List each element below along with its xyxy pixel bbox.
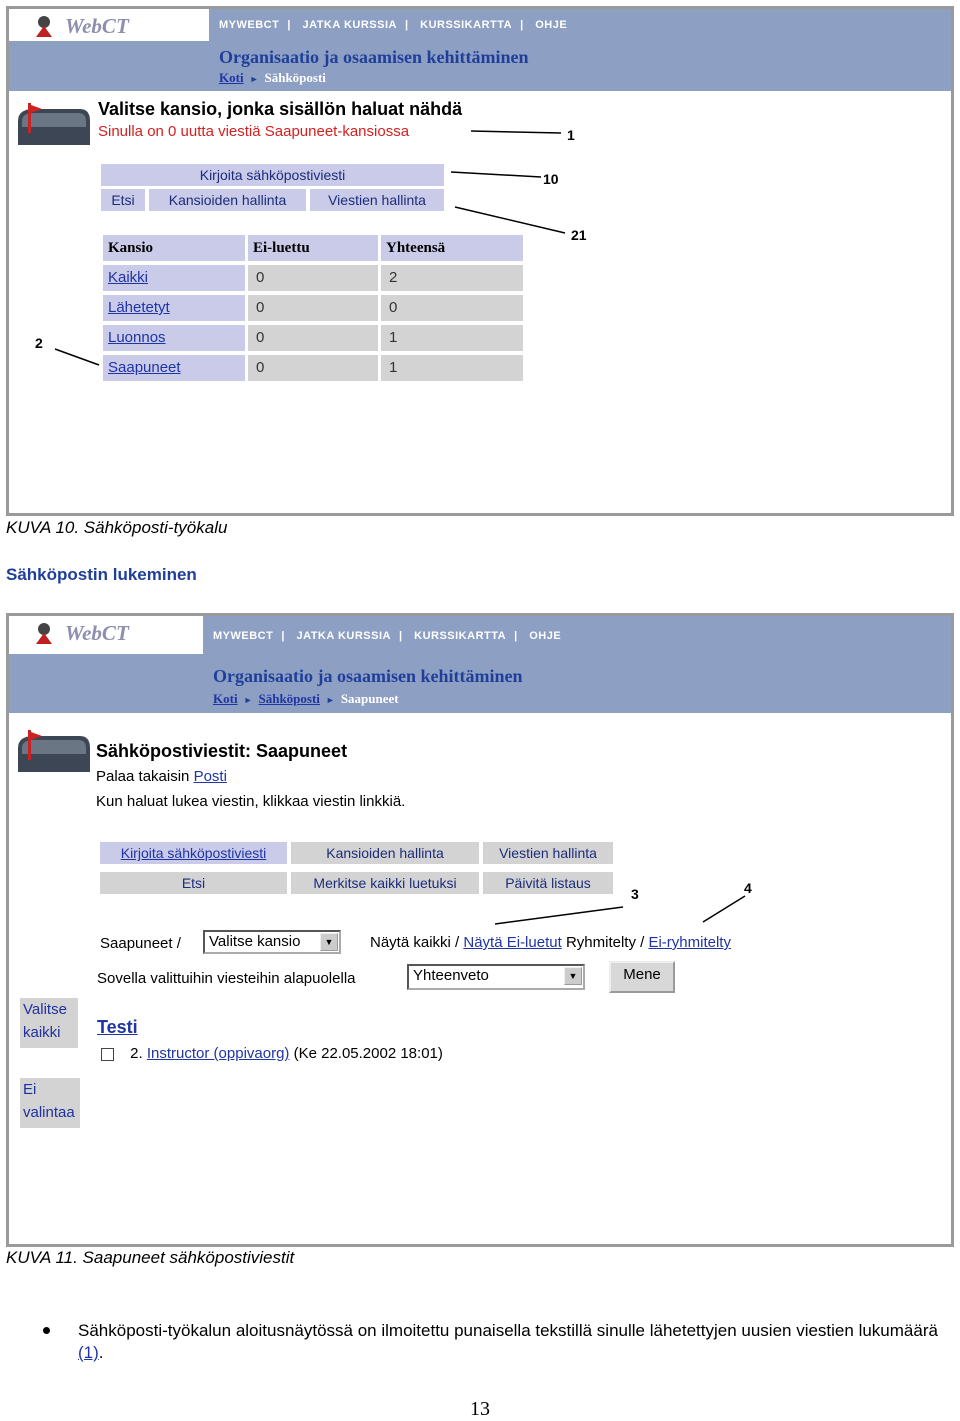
search-button[interactable]: Etsi — [101, 189, 145, 211]
callout-21: 21 — [571, 227, 587, 243]
new-messages-notice: Sinulla on 0 uutta viestiä Saapuneet-kansiossa — [98, 123, 410, 140]
view-unread-link[interactable]: Näytä Ei-luetut — [463, 934, 562, 951]
thread-title-link[interactable]: Testi — [97, 1017, 138, 1037]
go-button[interactable]: Mene — [609, 961, 675, 993]
nav-kurssikartta[interactable]: KURSSIKARTTA — [420, 19, 513, 31]
nav-ohje[interactable]: OHJE — [529, 630, 562, 642]
page-title: Sähköpostiviestit: Saapuneet — [96, 741, 348, 761]
breadcrumb: Koti ► Sähköposti ► Saapuneet — [213, 691, 399, 706]
select-none-button[interactable]: Ei valintaa — [20, 1078, 80, 1128]
table-cell-unread: 0 — [248, 265, 378, 291]
table-cell-unread: 0 — [248, 295, 378, 321]
back-link-posti[interactable]: Posti — [193, 768, 227, 785]
manage-folders-button[interactable]: Kansioiden hallinta — [149, 189, 306, 211]
folder-link-drafts[interactable]: Luonnos — [103, 325, 245, 351]
compose-email-button[interactable]: Kirjoita sähköpostiviesti — [101, 164, 444, 186]
folder-link-inbox[interactable]: Saapuneet — [103, 355, 245, 381]
webct-logo: WebCT — [9, 9, 209, 41]
column-header-unread: Ei-luettu — [248, 235, 378, 261]
callout-2: 2 — [35, 335, 43, 351]
table-cell-total: 1 — [381, 355, 523, 381]
search-button[interactable]: Etsi — [100, 872, 287, 894]
action-select[interactable]: Yhteenveto ▼ — [407, 964, 585, 990]
page-number: 13 — [470, 1398, 490, 1420]
callout-lines — [9, 9, 954, 516]
table-cell-total: 1 — [381, 325, 523, 351]
bullet-paragraph: Sähköposti-työkalun aloitusnäytössä on ilmoitettu punaisella tekstillä sinulle lähetettyjen uusien viestien lukumäärä (1). — [78, 1321, 938, 1362]
compose-email-button[interactable]: Kirjoita sähköpostiviesti — [100, 842, 287, 864]
back-to-mail: Palaa takaisin Posti — [96, 768, 227, 785]
column-header-total: Yhteensä — [381, 235, 523, 261]
table-cell-total: 0 — [381, 295, 523, 321]
table-cell-total: 2 — [381, 265, 523, 291]
section-heading: Sähköpostin lukeminen — [6, 565, 197, 584]
screenshot-inbox — [6, 613, 954, 1247]
breadcrumb-current: Sähköposti — [264, 70, 326, 85]
folder-link-all[interactable]: Kaikki — [103, 265, 245, 291]
nav-jatka-kurssia[interactable]: JATKA KURSSIA — [296, 630, 391, 642]
breadcrumb-current: Saapuneet — [340, 691, 399, 706]
folder-link-sent[interactable]: Lähetetyt — [103, 295, 245, 321]
breadcrumb-koti[interactable]: Koti — [219, 70, 244, 85]
message-number: 2. — [130, 1045, 143, 1062]
mark-all-read-button[interactable]: Merkitse kaikki luetuksi — [291, 872, 479, 894]
webct-logo: WebCT — [9, 616, 203, 654]
manage-messages-button[interactable]: Viestien hallinta — [310, 189, 444, 211]
nav-mywebct[interactable]: MYWEBCT — [219, 19, 280, 31]
breadcrumb: Koti ► Sähköposti — [219, 70, 326, 85]
callout-1: 1 — [567, 127, 575, 143]
callout-4: 4 — [744, 880, 752, 896]
apply-label: Sovella valittuihin viesteihin alapuolella — [97, 970, 356, 987]
top-nav: MYWEBCT | JATKA KURSSIA | KURSSIKARTTA | OHJE — [219, 19, 568, 31]
manage-folders-button[interactable]: Kansioiden hallinta — [291, 842, 479, 864]
callout-lines — [9, 616, 954, 1247]
callout-3: 3 — [631, 886, 639, 902]
message-sender-link[interactable]: Instructor (oppivaorg) — [146, 1045, 290, 1062]
course-title: Organisaatio ja osaamisen kehittäminen — [219, 47, 529, 67]
refresh-list-button[interactable]: Päivitä listaus — [483, 872, 613, 894]
column-header-folder: Kansio — [103, 235, 245, 261]
figure-caption-10: KUVA 10. Sähköposti-työkalu — [6, 518, 228, 537]
course-title: Organisaatio ja osaamisen kehittäminen — [213, 666, 523, 686]
view-all-label: Näytä kaikki / — [370, 934, 460, 951]
nav-kurssikartta[interactable]: KURSSIKARTTA — [414, 630, 507, 642]
ref-link-1[interactable]: (1) — [78, 1343, 99, 1362]
manage-messages-button[interactable]: Viestien hallinta — [483, 842, 613, 864]
nav-jatka-kurssia[interactable]: JATKA KURSSIA — [302, 19, 397, 31]
table-cell-unread: 0 — [248, 355, 378, 381]
breadcrumb-koti[interactable]: Koti — [213, 691, 238, 706]
select-all-button[interactable]: Valitse kaikki — [20, 998, 78, 1048]
top-nav: MYWEBCT | JATKA KURSSIA | KURSSIKARTTA | OHJE — [213, 630, 562, 642]
instruction-text: Kun haluat lukea viestin, klikkaa viestin linkkiä. — [96, 793, 406, 810]
folder-label: Saapuneet / — [100, 935, 181, 952]
figure-caption-11: KUVA 11. Saapuneet sähköpostiviestit — [6, 1248, 295, 1267]
callout-10: 10 — [543, 171, 559, 187]
ungrouped-link[interactable]: Ei-ryhmitelty — [648, 934, 731, 951]
grouped-label: Ryhmitelty / — [565, 934, 645, 951]
breadcrumb-email[interactable]: Sähköposti — [258, 691, 320, 706]
bullet-marker — [43, 1327, 50, 1334]
chevron-down-icon: ▼ — [320, 933, 338, 951]
nav-mywebct[interactable]: MYWEBCT — [213, 630, 274, 642]
table-cell-unread: 0 — [248, 325, 378, 351]
chevron-down-icon: ▼ — [564, 967, 582, 985]
screenshot-email-tool — [6, 6, 954, 516]
message-date: (Ke 22.05.2002 18:01) — [293, 1045, 443, 1062]
nav-ohje[interactable]: OHJE — [535, 19, 568, 31]
folder-select[interactable]: Valitse kansio ▼ — [203, 930, 341, 954]
page-title: Valitse kansio, jonka sisällön haluat nähdä — [98, 99, 463, 119]
